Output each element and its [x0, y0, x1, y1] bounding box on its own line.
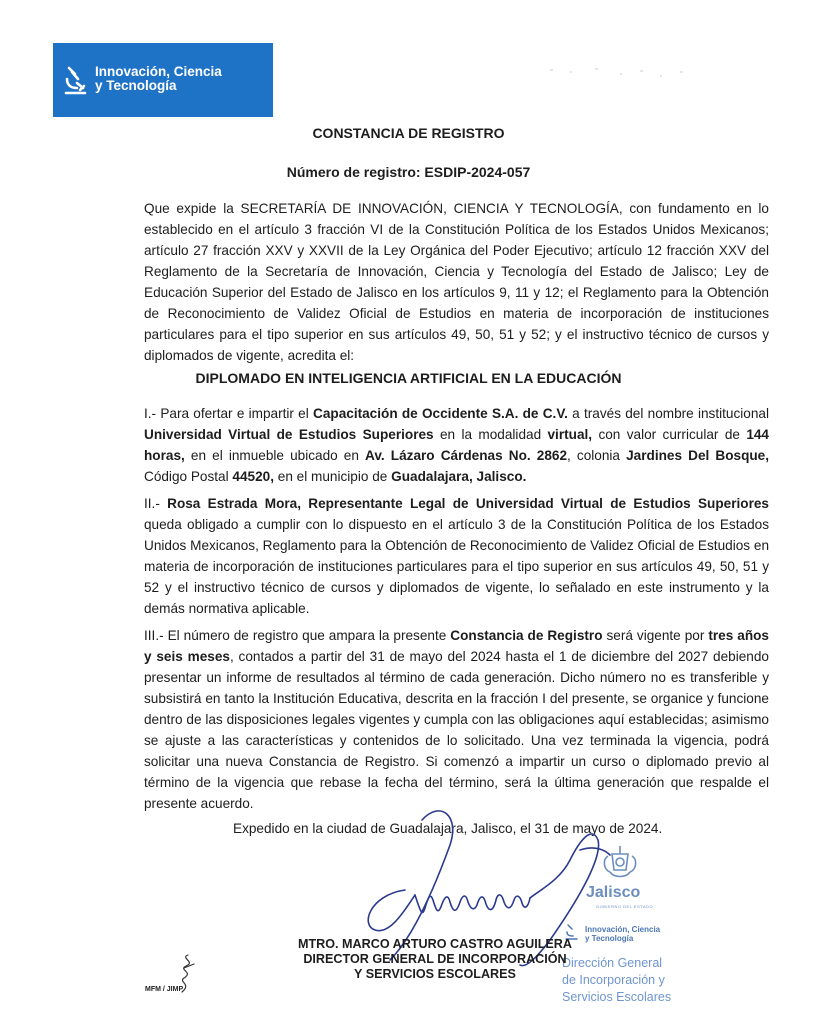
p3-text: , contados a partir del 31 de mayo del 2024 hasta el 1 de diciembre del 2027 debiendo presentar un informe de resultados al término de cada generación. Dicho número no es transferible y subsistirá en tanto la Institución Educativa, descrita en la fracción I del presente, se organice y funcione dentro de las disposiciones legales vigentes y cumpla con las obligaciones aquí establecidas; asimismo se ajuste a las características y contenidos de lo solicitado. Una vez terminada la vigencia, podrá solicitar una nueva Constancia de Registro. Si comenzó a impartir un curso o diplomado previo al término de la vigencia que rebase la fecha del término, será la última generación que respalde el presente acuerdo.: [144, 649, 769, 811]
postal-code: 44520,: [232, 469, 274, 484]
faint-bleedthrough-text: [540, 65, 700, 87]
legal-representative: Rosa Estrada Mora, Representante Legal de Universidad Virtual de Estudios Superiores: [167, 496, 769, 511]
modality: virtual,: [547, 427, 593, 442]
colonia: Jardines Del Bosque,: [626, 448, 770, 463]
section-3-paragraph: [144, 625, 769, 814]
constancia-label: Constancia de Registro: [450, 628, 603, 643]
p1-text: con valor curricular de: [592, 427, 747, 442]
section-2-paragraph: [144, 493, 769, 619]
signer-block: [270, 937, 600, 982]
signer-role-line1: DIRECTOR GENERAL DE INCORPORACIÓN: [303, 952, 567, 966]
header-logo-banner: [53, 43, 273, 117]
signer-role-line2: Y SERVICIOS ESCOLARES: [354, 967, 516, 981]
p3-text: III.- El número de registro que ampara la presente: [144, 628, 451, 643]
p1-text: , colonia: [567, 448, 627, 463]
p1-text: en el inmueble ubicado en: [184, 448, 366, 463]
p1-text: a través del nombre institucional: [567, 406, 769, 421]
address: Av. Lázaro Cárdenas No. 2862: [365, 448, 568, 463]
p1-text: en el municipio de: [274, 469, 392, 484]
signer-name: MTRO. MARCO ARTURO CASTRO AGUILERA: [297, 937, 572, 951]
seal-subtitle: GOBIERNO DEL ESTADO: [596, 904, 654, 909]
section-1-paragraph: [144, 403, 769, 487]
p1-text: en la modalidad: [433, 427, 548, 442]
document-title: CONSTANCIA DE REGISTRO: [312, 125, 505, 141]
issue-place-date: Expedido en la ciudad de Guadalajara, Jalisco, el 31 de mayo de 2024.: [233, 821, 663, 836]
p3-text: será vigente por: [602, 628, 709, 643]
p2-text: queda obligado a cumplir con lo dispuesto en el artículo 3 de la Constitución Política de los Estados Unidos Mexicanos, Reglamento para la Obtención de Reconocimiento de Validez Oficial de Estudios en materia de incorporación de instituciones particulares para el tipo superior en sus artículos 49, 50, 51 y 52 y el instructivo técnico de cursos y diplomados de vigente, lo señalado en este instrumento y la demás normativa aplicable.: [144, 517, 769, 616]
validity-period: tres años y seis meses: [144, 628, 769, 664]
stamp-directorate: Dirección General de Incorporación y Servicios Escolares: [562, 956, 672, 1004]
hours: 144 horas,: [144, 427, 769, 463]
diploma-title: DIPLOMADO EN INTELIGENCIA ARTIFICIAL EN LA EDUCACIÓN: [195, 370, 622, 386]
intro-paragraph: Que expide la SECRETARÍA DE INNOVACIÓN, CIENCIA Y TECNOLOGÍA, con fundamento en lo establecido en el artículo 3 fracción VI de la Constitución Política de los Estados Unidos Mexicanos; artículo 27 fracción XXV y XXVII de la Ley Orgánica del Poder Ejecutivo; artículo 12 fracción XXV del Reglamento de la Secretaría de Innovación, Ciencia y Tecnología del Estado de Jalisco; Ley de Educación Superior del Estado de Jalisco en los artículos 9, 11 y 12; el Reglamento para la Obtención de Reconocimiento de Validez Oficial de Estudios en materia de incorporación de instituciones particulares para el tipo superior en sus artículos 49, 50, 51 y 52; y el instructivo técnico de cursos y diplomados de vigente, acredita el:: [144, 201, 769, 363]
p2-text: II.-: [144, 496, 168, 511]
p1-text: I.- Para ofertar e impartir el: [144, 406, 314, 421]
seal-word: Jalisco: [586, 884, 641, 901]
stamp-secretariat: Innovación, Ciencia y Tecnología: [585, 925, 661, 943]
company-name: Capacitación de Occidente S.A. de C.V.: [313, 406, 568, 421]
p1-text: Código Postal: [144, 469, 233, 484]
institution-name: Universidad Virtual de Estudios Superiores: [144, 427, 434, 442]
municipality: Guadalajara, Jalisco.: [391, 469, 527, 484]
microscope-icon: [63, 65, 89, 97]
registration-number: Número de registro: ESDIP-2024-057: [286, 164, 531, 180]
initials-reference: MFM / JIMP: [145, 986, 184, 993]
banner-title: Innovación, Ciencia y Tecnología: [95, 64, 222, 93]
